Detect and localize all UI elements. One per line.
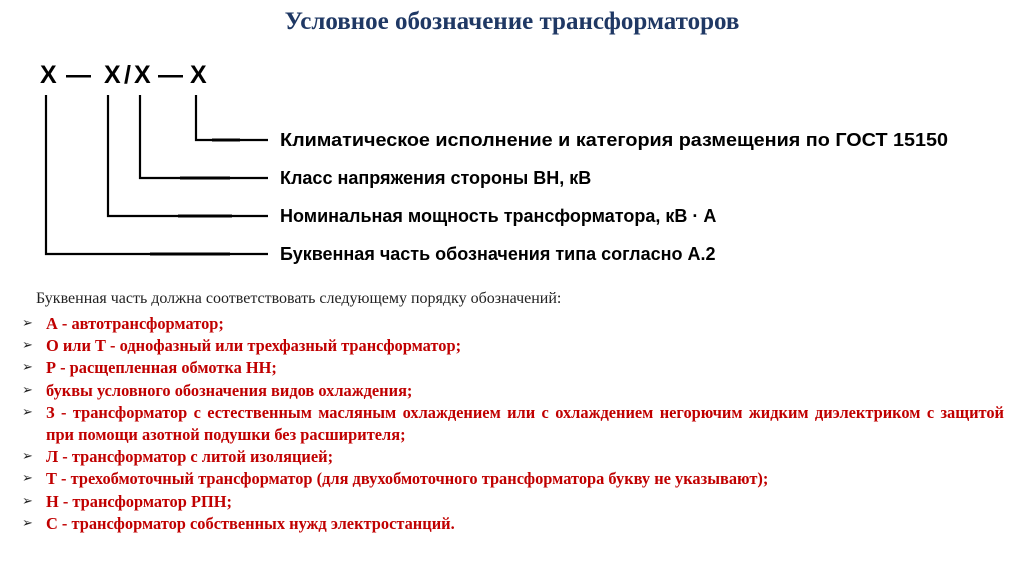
arrow-bullet-icon: ➢: [22, 471, 33, 487]
rule-text: буквы условного обозначения видов охлаждения;: [46, 380, 413, 400]
list-item: [22, 513, 1004, 535]
rule-text: Н - трансформатор РПН;: [46, 491, 232, 511]
arrow-bullet-icon: ➢: [22, 493, 33, 509]
list-item: [22, 446, 1004, 468]
rule-text: Р - расщепленная обмотка НН;: [46, 358, 277, 378]
rule-text: Т - трехобмоточный трансформатор (для двухобмоточного трансформатора букву не указывают);: [46, 469, 769, 489]
slide-title: Условное обозначение трансформаторов: [284, 8, 740, 35]
arrow-bullet-icon: ➢: [22, 360, 33, 376]
rule-text: С - трансформатор собственных нужд электростанций.: [46, 513, 455, 533]
rule-text: О или Т - однофазный или трехфазный трансформатор;: [46, 336, 462, 356]
intro-text: Буквенная часть должна соответствовать следующему порядку обозначений:: [36, 290, 562, 307]
arrow-bullet-icon: ➢: [22, 382, 33, 398]
list-item: [22, 380, 1004, 402]
code-symbol: —: [158, 61, 183, 89]
rule-text: А - автотрансформатор;: [46, 314, 224, 333]
label-voltage: Класс напряжения стороны ВН, кВ: [280, 168, 592, 188]
list-item: [22, 335, 1004, 357]
designation-diagram: [0, 0, 1024, 280]
label-climate: Климатическое исполнение и категория размещения по ГОСТ 15150: [280, 130, 948, 150]
designation-code: [40, 61, 207, 89]
rule-text: З - трансформатор с естественным масляным охлаждением или с охлаждением негорючим жидким диэлектриком с защитой при помощи азотной подушки без расширителя;: [46, 402, 1004, 445]
list-item: [22, 402, 1004, 446]
arrow-bullet-icon: ➢: [22, 316, 33, 331]
code-symbol: X: [104, 61, 121, 89]
label-power: Номинальная мощность трансформатора, кВ · А: [280, 206, 717, 226]
arrow-bullet-icon: ➢: [22, 515, 33, 531]
arrow-bullet-icon: ➢: [22, 449, 33, 465]
connector-lines: [46, 95, 268, 254]
connector-type: [46, 95, 268, 254]
arrow-bullet-icon: ➢: [22, 338, 33, 354]
list-item: [22, 491, 1004, 513]
label-type: Буквенная часть обозначения типа согласно А.2: [280, 244, 716, 264]
rules-list: [22, 313, 1004, 535]
code-symbol: X: [40, 61, 57, 89]
code-symbol: X: [134, 61, 151, 89]
connector-power: [108, 95, 268, 216]
rule-text: Л - трансформатор с литой изоляцией;: [46, 447, 334, 467]
connector-climate: [196, 95, 268, 140]
connector-accents: [150, 140, 240, 254]
code-symbol: —: [66, 61, 91, 89]
arrow-bullet-icon: ➢: [22, 404, 33, 420]
list-item: [22, 313, 1004, 335]
diagram-labels: [280, 130, 948, 264]
list-item: [22, 357, 1004, 379]
connector-voltage: [140, 95, 268, 178]
code-symbol: X: [190, 61, 207, 89]
code-symbol: /: [124, 61, 131, 89]
list-item: [22, 468, 1004, 490]
